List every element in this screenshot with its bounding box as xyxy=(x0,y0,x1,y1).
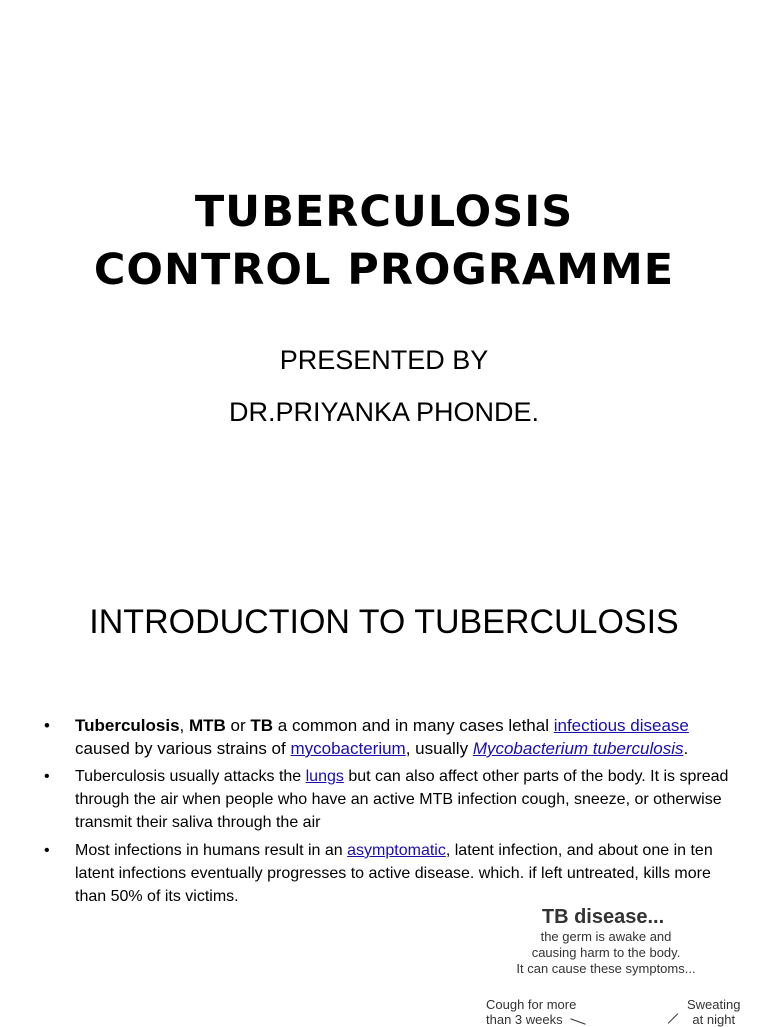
bullet-dot: • xyxy=(44,716,50,735)
bullet-dot: • xyxy=(44,842,50,859)
presented-by-label: PRESENTED BY xyxy=(279,345,489,375)
bullet-text: a common and in many cases lethal xyxy=(273,716,554,735)
bullet-text: but can also affect other parts of the body. It is spread through the air when people who have an active MTB infection cough, sneeze, or otherwise transmit their saliva through the air xyxy=(75,768,729,831)
symptom-line: than 3 weeks xyxy=(486,1012,563,1027)
symptom-line: Cough for more xyxy=(486,997,577,1012)
symptom-line: at night xyxy=(692,1012,736,1027)
pointer-line-icon xyxy=(668,1013,679,1024)
symptom-line: Sweating xyxy=(687,997,741,1012)
tb-subtitle-line: It can cause these symptoms... xyxy=(516,961,696,976)
tb-graphic-title: TB disease... xyxy=(541,906,665,928)
tb-graphic-subtitle xyxy=(486,929,726,977)
bullet-text: , usually xyxy=(405,739,473,758)
bullet-text: . xyxy=(683,739,689,758)
bullet-item xyxy=(44,714,734,760)
link-infectious-disease[interactable]: infectious disease xyxy=(553,716,689,735)
term-tb: TB xyxy=(250,716,274,735)
slide-title-line-1: TUBERCULOSIS xyxy=(194,187,574,237)
bullet-text: Most infections in humans result in an xyxy=(75,842,348,859)
slide-heading: INTRODUCTION TO TUBERCULOSIS xyxy=(89,603,679,641)
bullet-text: , xyxy=(179,716,189,735)
link-asymptomatic[interactable]: asymptomatic xyxy=(347,842,446,859)
presenter-name: DR.PRIYANKA PHONDE. xyxy=(228,397,540,427)
link-mycobacterium[interactable]: mycobacterium xyxy=(290,739,406,758)
bullet-text: , latent infection, and about one in ten latent infections eventually progresses to active disease. which. if left untreated, kills more than 50% of its victims. xyxy=(75,842,713,905)
bullet-list xyxy=(44,714,734,913)
presenter-block xyxy=(0,334,768,438)
term-tuberculosis: Tuberculosis xyxy=(75,716,180,735)
term-mtb: MTB xyxy=(189,716,226,735)
bullet-text: caused by various strains of xyxy=(75,739,291,758)
tb-disease-graphic xyxy=(486,906,756,1027)
symptom-cough xyxy=(486,997,576,1027)
tb-subtitle-line: the germ is awake and xyxy=(540,929,672,944)
bullet-text: or xyxy=(225,716,251,735)
link-lungs[interactable]: lungs xyxy=(305,768,344,785)
bullet-item xyxy=(44,765,734,834)
symptom-sweating xyxy=(687,997,740,1027)
tb-subtitle-line: causing harm to the body. xyxy=(531,945,681,960)
bullet-dot: • xyxy=(44,768,50,785)
bullet-item xyxy=(44,839,734,908)
slide-title xyxy=(0,183,768,299)
link-mycobacterium-tuberculosis[interactable]: Mycobacterium tuberculosis xyxy=(472,739,684,758)
bullet-text: Tuberculosis usually attacks the xyxy=(75,768,306,785)
slide-title-line-2: CONTROL PROGRAMME xyxy=(93,245,675,295)
